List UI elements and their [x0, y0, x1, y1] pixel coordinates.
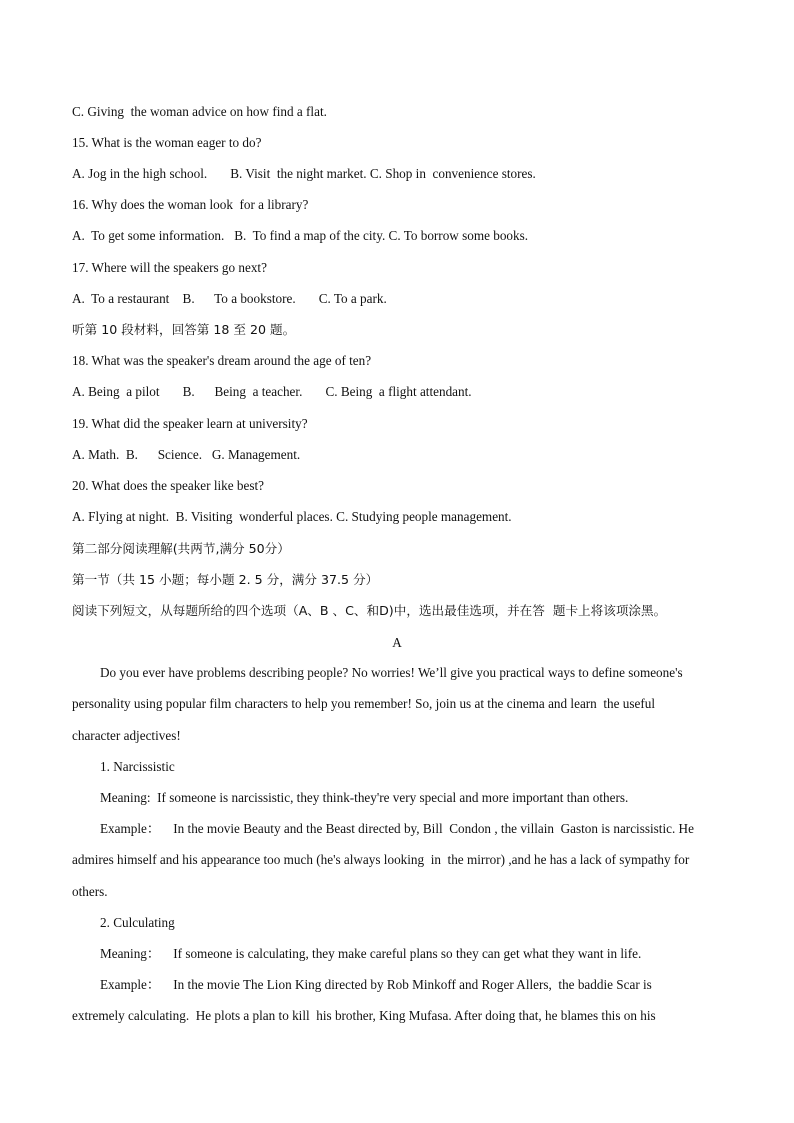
item-meaning-2: Meaning： If someone is calculating, they make careful plans so they can get what they want in life. — [100, 946, 642, 961]
question-17: 17. Where will the speakers go next? — [72, 260, 267, 275]
item-example-1-cont: others. — [72, 884, 108, 899]
item-example-2: Example： In the movie The Lion King directed by Rob Minkoff and Roger Allers, the baddie Scar is — [100, 977, 652, 992]
item-example-1-cont: admires himself and his appearance too much (he's always looking in the mirror) ,and he has a lack of sympathy for — [72, 852, 690, 867]
item-example-2-cont: extremely calculating. He plots a plan to kill his brother, King Mufasa. After doing that, he blames this on his — [72, 1008, 656, 1023]
options-19: A. Math. B. Science. G. Management. — [72, 447, 301, 462]
options-16: A. To get some information. B. To find a map of the city. C. To borrow some books. — [72, 228, 529, 243]
options-18: A. Being a pilot B. Being a teacher. C. Being a flight attendant. — [72, 384, 472, 399]
item-example-1: Example： In the movie Beauty and the Beast directed by, Bill Condon , the villain Gaston is narcissistic. He — [100, 821, 694, 836]
item-meaning-1: Meaning: If someone is narcissistic, they think-they're very special and more important than others. — [100, 790, 629, 805]
passage-paragraph: character adjectives! — [72, 728, 181, 743]
options-20: A. Flying at night. B. Visiting wonderful places. C. Studying people management. — [72, 509, 512, 524]
reading-instruction: 阅读下列短文，从每题所给的四个选项（A、B 、C、和D)中，选出最佳选项，并在答 题卡上将该项涂黑。 — [72, 603, 667, 618]
options-15: A. Jog in the high school. B. Visit the night market. C. Shop in convenience stores. — [72, 166, 536, 181]
part-two-heading: 第二部分阅读理解(共两节,满分 50分） — [72, 541, 290, 556]
options-17: A. To a restaurant B. To a bookstore. C. To a park. — [72, 291, 387, 306]
item-heading-1: 1. Narcissistic — [100, 759, 175, 774]
section-one-heading: 第一节（共 15 小题；每小题 2. 5 分，满分 37.5 分） — [72, 572, 379, 587]
question-20: 20. What does the speaker like best? — [72, 478, 265, 493]
question-19: 19. What did the speaker learn at university? — [72, 416, 308, 431]
section-instruction: 听第 10 段材料，回答第 18 至 20 题。 — [72, 322, 296, 337]
passage-paragraph: personality using popular film characters to help you remember! So, join us at the cinema and learn the useful — [72, 696, 656, 711]
option-line-14c: C. Giving the woman advice on how find a flat. — [72, 104, 327, 119]
question-16: 16. Why does the woman look for a library? — [72, 197, 309, 212]
question-18: 18. What was the speaker's dream around the age of ten? — [72, 353, 372, 368]
passage-paragraph: Do you ever have problems describing people? No worries! We’ll give you practical ways to define someone's — [100, 665, 683, 680]
question-15: 15. What is the woman eager to do? — [72, 135, 262, 150]
item-heading-2: 2. Culculating — [100, 915, 175, 930]
passage-label: A — [392, 635, 402, 650]
